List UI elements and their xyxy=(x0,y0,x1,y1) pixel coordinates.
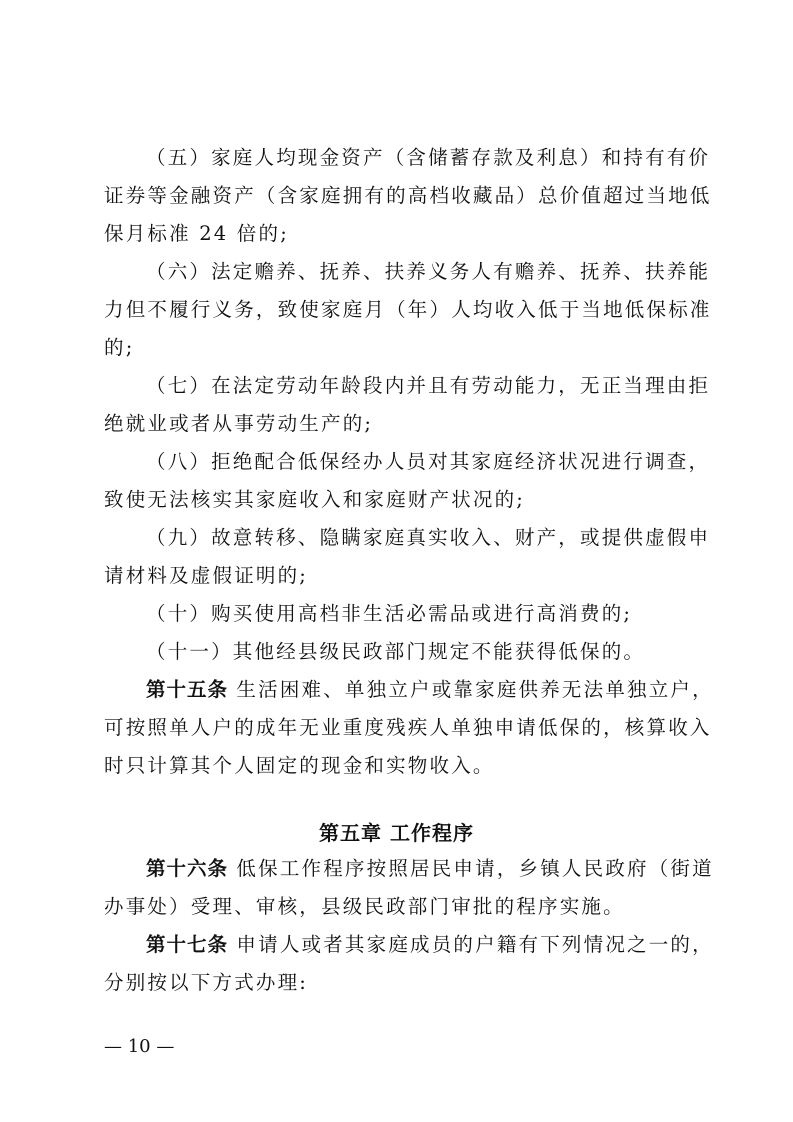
paragraph-line: （七）在法定劳动年龄段内并且有劳动能力，无正当理由拒 xyxy=(146,374,711,397)
paragraph-line: 绝就业或者从事劳动生产的; xyxy=(104,412,374,435)
article-label: 第十七条 xyxy=(146,933,229,956)
paragraph-line: 力但不履行义务，致使家庭月（年）人均收入低于当地低保标准 xyxy=(104,298,712,321)
paragraph-line: （九）故意转移、隐瞒家庭真实收入、财产，或提供虚假申 xyxy=(146,526,711,549)
article-text: 申请人或者其家庭成员的户籍有下列情况之一的， xyxy=(236,933,714,956)
paragraph-line: 的; xyxy=(104,336,135,359)
paragraph-line: （十）购买使用高档非生活必需品或进行高消费的; xyxy=(146,602,633,625)
paragraph-line: 致使无法核实其家庭收入和家庭财产状况的; xyxy=(104,488,526,511)
paragraph-line: 请材料及虚假证明的; xyxy=(104,564,309,587)
paragraph-line: （六）法定赡养、抚养、扶养义务人有赡养、抚养、扶养能 xyxy=(146,260,711,283)
article-text: 低保工作程序按照居民申请，乡镇人民政府（街道 xyxy=(236,857,714,880)
article-text: 生活困难、单独立户或靠家庭供养无法单独立户， xyxy=(236,678,714,701)
paragraph-line: 证券等金融资产（含家庭拥有的高档收藏品）总价值超过当地低 xyxy=(104,184,712,207)
paragraph-line: 时只计算其个人固定的现金和实物收入。 xyxy=(104,754,495,777)
paragraph-line: （八）拒绝配合低保经办人员对其家庭经济状况进行调查， xyxy=(146,450,711,473)
article-15-line xyxy=(146,677,714,703)
article-17-line xyxy=(146,932,714,958)
chapter-title: 第五章 工作程序 xyxy=(319,821,474,845)
paragraph-line: 保月标准 24 倍的; xyxy=(104,222,289,245)
paragraph-line: （十一）其他经县级民政部门规定不能获得低保的。 xyxy=(146,640,646,663)
article-16-line xyxy=(146,856,714,882)
article-label: 第十六条 xyxy=(146,857,229,880)
paragraph-line: 分别按以下方式办理: xyxy=(104,971,309,994)
article-label: 第十五条 xyxy=(146,678,229,701)
page-number: — 10 — xyxy=(104,1036,175,1057)
paragraph-line: （五）家庭人均现金资产（含储蓄存款及利息）和持有有价 xyxy=(146,146,711,169)
paragraph-line: 办事处）受理、审核，县级民政部门审批的程序实施。 xyxy=(104,895,625,918)
paragraph-line: 可按照单人户的成年无业重度残疾人单独申请低保的，核算收入 xyxy=(104,716,712,739)
